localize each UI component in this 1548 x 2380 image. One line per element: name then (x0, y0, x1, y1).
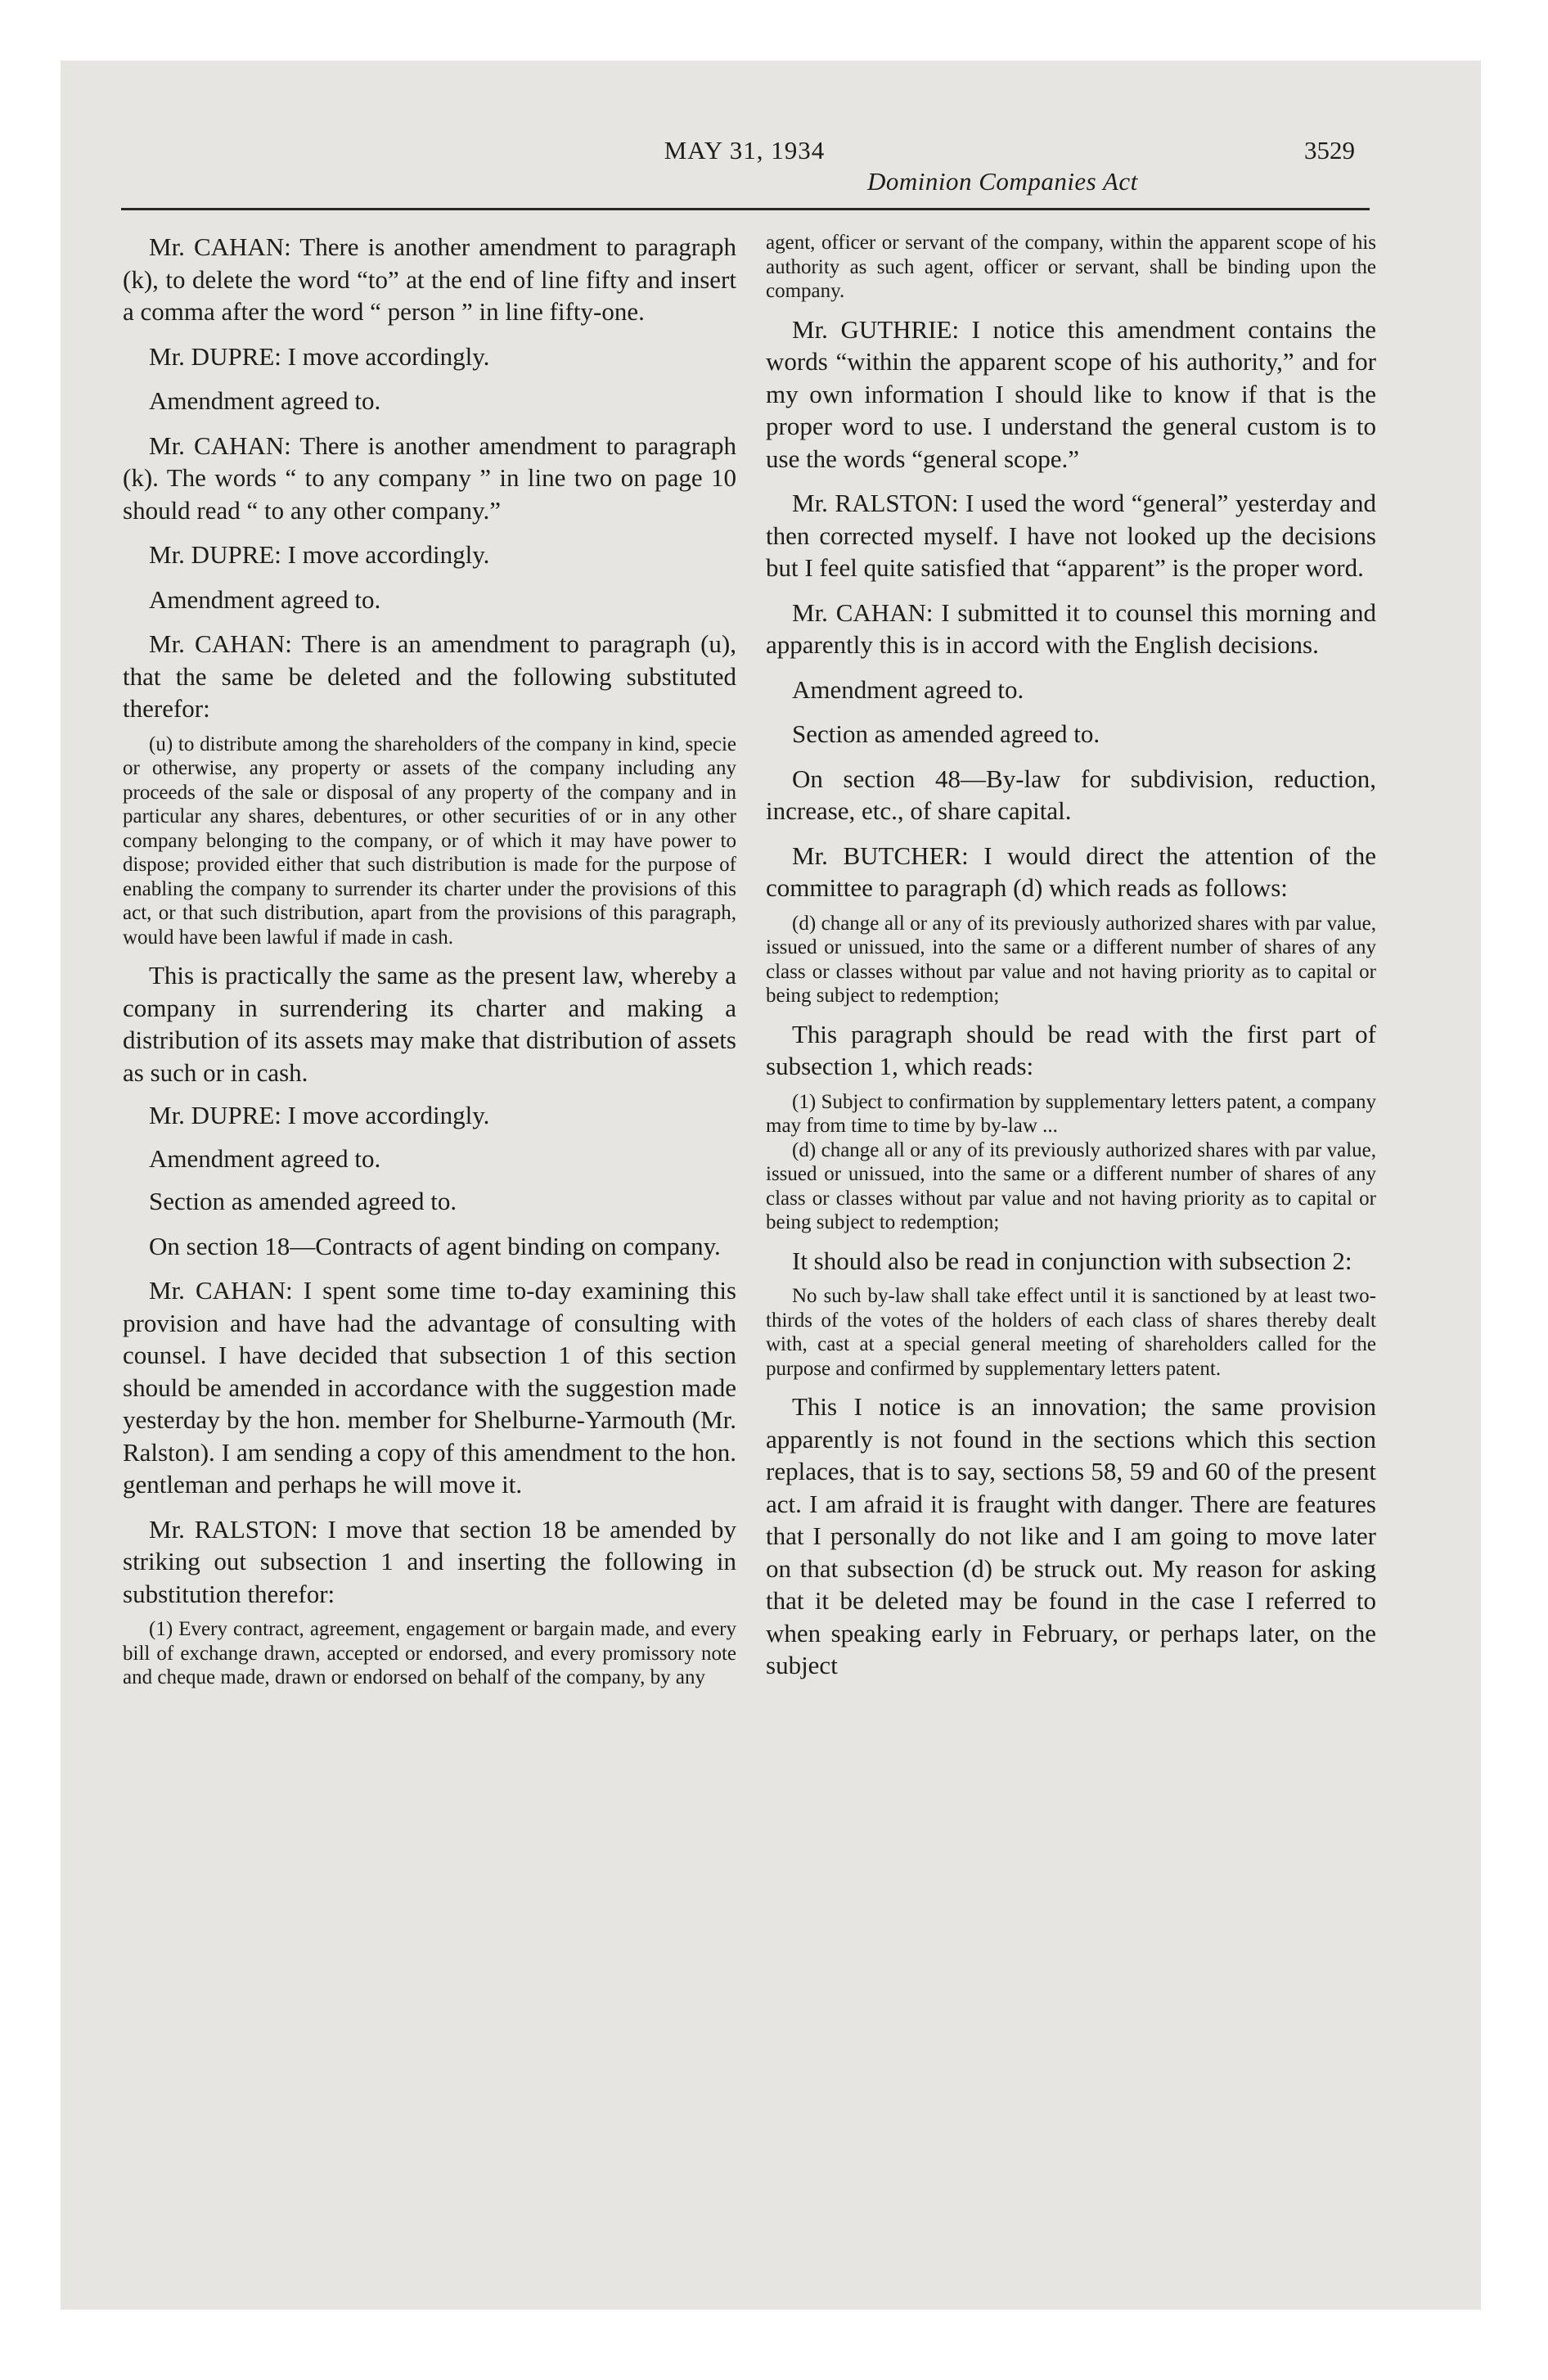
procedural-note: Amendment agreed to. (149, 584, 381, 614)
speech-paragraph: This paragraph should be read with the first part of subsection 1, which reads: (766, 1019, 1376, 1080)
procedural-note: Amendment agreed to. (792, 674, 1024, 704)
quoted-provision: (u) to distribute among the shareholders of the company in kind, specie or otherwise, any property or assets of the company including any proceeds of the sale or disposal of any property of the company and in particular any shares, debentures, or other securities of or in any other company belonging to the company, or of which it may have power to dispose; provided either that such distribution is made for the purpose of enabling the company to surrender its charter under the provisions of this act, or that such distribution, apart from the provisions of this paragraph, would have been lawful if made in cash. (123, 732, 736, 949)
quoted-provision: (d) change all or any of its previously authorized shares with par value, issued or unissued, into the same or a different number of shares of any class or classes without par value and not having priority as to capital or being subject to redemption; (766, 912, 1376, 1007)
speech-paragraph: Mr. CAHAN: There is another amendment to paragraph (k). The words “ to any company ” in line two on page 10 should read “ to any other company.” (123, 430, 736, 525)
right-column (766, 231, 1376, 1682)
speech-paragraph: Mr. DUPRE: I move accordingly. (149, 1101, 490, 1129)
page-number: 3529 (1304, 136, 1355, 165)
speech-paragraph: Mr. DUPRE: I move accordingly. (149, 341, 490, 371)
header-date: MAY 31, 1934 (664, 136, 826, 165)
speech-paragraph: Mr. DUPRE: I move accordingly. (149, 540, 490, 569)
header-rule (121, 208, 1370, 210)
quoted-provision: (1) Every contract, agreement, engagement or bargain made, and every bill of exchange drawn, accepted or endorsed, and every promissory note and cheque made, drawn or endorsed on behalf of the company, by any (123, 1618, 736, 1688)
procedural-note: Section as amended agreed to. (792, 719, 1100, 748)
procedural-note: Amendment agreed to. (149, 386, 381, 415)
quoted-provision: (d) change all or any of its previously authorized shares with par value, issued or unissued, into the same or a different number of shares of any class or classes without par value and not having priority as to capital or being subject to redemption; (766, 1138, 1376, 1233)
speech-paragraph: Mr. CAHAN: There is an amendment to paragraph (u), that the same be deleted and the following substituted therefor: (123, 629, 736, 723)
speech-paragraph: Mr. RALSTON: I used the word “general” yesterday and then corrected myself. I have not looked up the decisions but I feel quite satisfied that “apparent” is the proper word. (766, 489, 1376, 582)
speech-paragraph: Mr. RALSTON: I move that section 18 be amended by striking out subsection 1 and inserting the following in substitution therefor: (123, 1514, 736, 1608)
speech-paragraph: Mr. CAHAN: I submitted it to counsel this morning and apparently this is in accord with the English decisions. (766, 597, 1376, 659)
speech-paragraph: Mr. CAHAN: There is another amendment to paragraph (k), to delete the word “to” at the end of line fifty and insert a comma after the word “ person ” in line fifty-one. (123, 232, 736, 326)
speech-paragraph: It should also be read in conjunction with subsection 2: (792, 1246, 1352, 1275)
quoted-provision: No such by-law shall take effect until it is sanctioned by at least two-thirds of the votes of the holders of each class of shares thereby dealt with, cast at a special general meeting of shareholders called for the purpose and confirmed by supplementary letters patent. (766, 1285, 1376, 1380)
section-heading: On section 18—Contracts of agent binding on company. (149, 1231, 721, 1260)
running-title: Dominion Companies Act (867, 167, 1138, 196)
speech-paragraph: This I notice is an innovation; the same provision apparently is not found in the sections which this section replaces, that is to say, sections 58, 59 and 60 of the present act. I am afraid it is fraught with danger. There are features that I personally do not like and I am going to move later on that subsection (d) be struck out. My reason for asking that it be deleted may be found in the case I referred to when speaking early in February, or perhaps later, on the subject (766, 1392, 1376, 1679)
left-column (123, 231, 736, 1690)
speech-paragraph: Mr. CAHAN: I spent some time to-day examining this provision and have had the advantage of consulting with counsel. I have decided that subsection 1 of this section should be amended in accordance with the suggestion made yesterday by the hon. member for Shelburne-Yarmouth (Mr. Ralston). I am sending a copy of this amendment to the hon. gentleman and perhaps he will move it. (123, 1276, 736, 1499)
procedural-note: Section as amended agreed to. (149, 1187, 457, 1215)
speech-paragraph: This is practically the same as the present law, whereby a company in surrendering its charter and making a distribution of its assets may make that distribution of assets as such or in cash. (123, 961, 736, 1087)
procedural-note: Amendment agreed to. (149, 1143, 381, 1173)
quoted-provision: (1) Subject to confirmation by supplementary letters patent, a company may from time to time by by-law ... (766, 1090, 1376, 1137)
section-heading: On section 48—By-law for subdivision, reduction, increase, etc., of share capital. (766, 764, 1376, 825)
speech-paragraph: Mr. BUTCHER: I would direct the attention of the committee to paragraph (d) which reads as follows: (766, 841, 1376, 902)
quoted-provision: agent, officer or servant of the company, within the apparent scope of his authority as such agent, officer or servant, shall be binding upon the company. (766, 232, 1376, 302)
speech-paragraph: Mr. GUTHRIE: I notice this amendment contains the words “within the apparent scope of his authority,” and for my own information I should like to know if that is the proper word to use. I understand the general custom is to use the words “general scope.” (766, 314, 1376, 473)
page-header (123, 131, 1366, 213)
